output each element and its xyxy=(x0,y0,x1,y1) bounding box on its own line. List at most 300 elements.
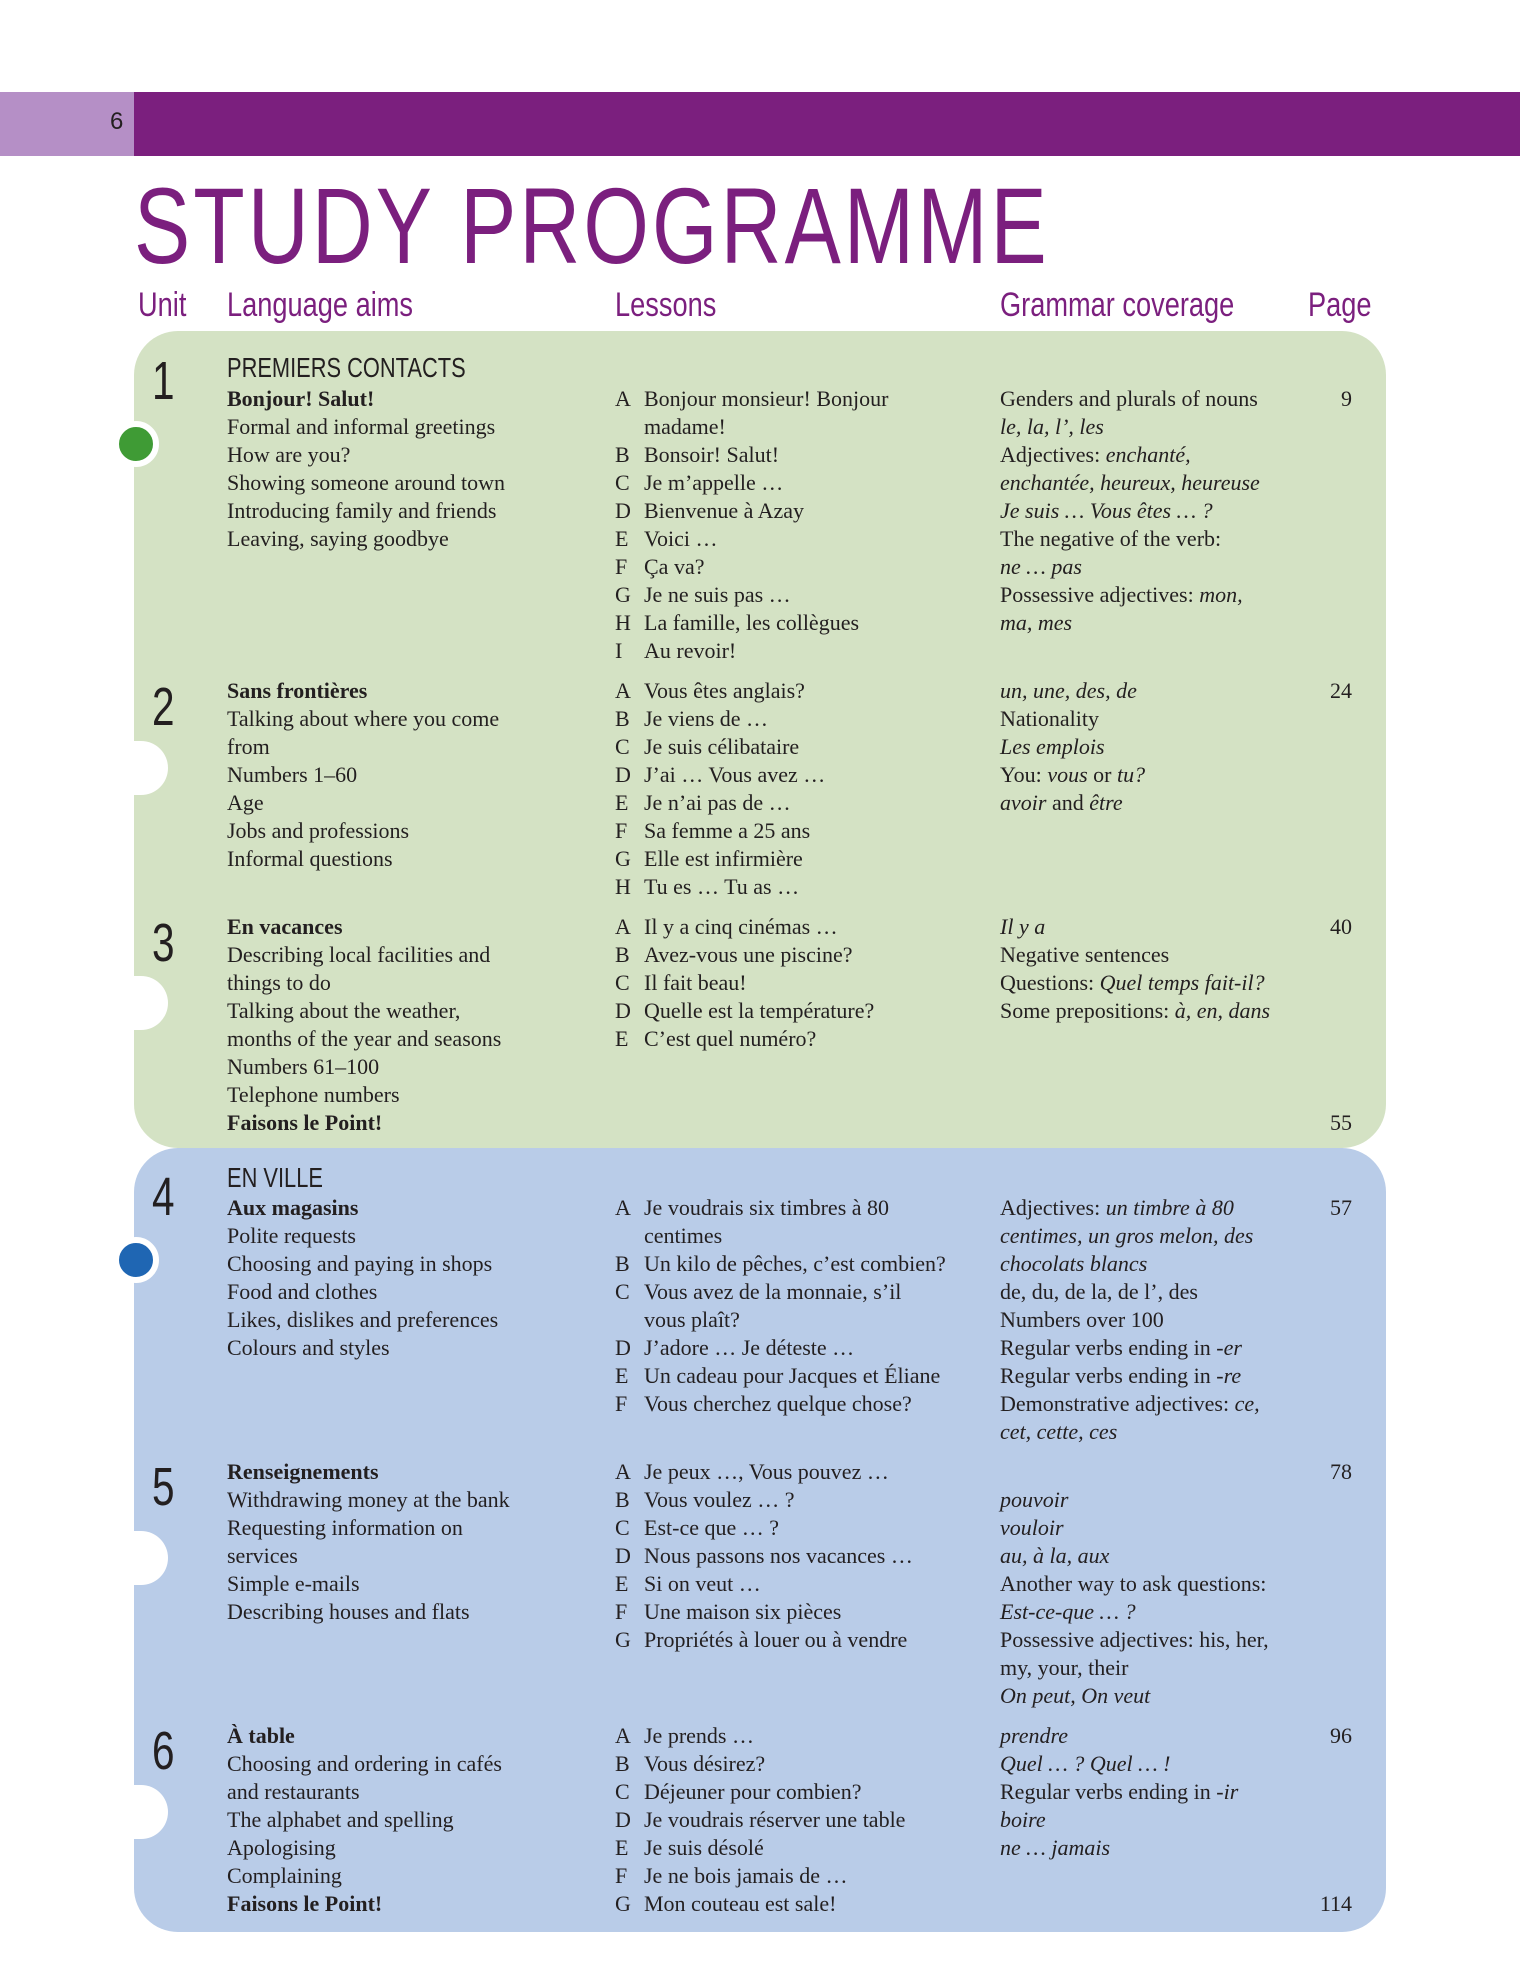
section-title: EN VILLE xyxy=(227,1162,323,1193)
aim-item: Colours and styles xyxy=(227,1335,390,1360)
grammar-text: Genders and plurals of nouns xyxy=(1000,386,1258,411)
grammar-text: and xyxy=(1046,790,1090,815)
lesson-letter: D xyxy=(615,998,631,1023)
unit-5-grammar xyxy=(1000,1458,1269,1710)
grammar-emph: On peut, On veut xyxy=(1000,1683,1151,1708)
lesson-text: Il y a cinq cinémas … xyxy=(644,914,838,939)
unit-4-lessons xyxy=(615,1194,946,1418)
lesson-item xyxy=(615,1250,946,1278)
grammar-item xyxy=(1000,1250,1260,1278)
grammar-item xyxy=(1000,609,1260,637)
lesson-letter: C xyxy=(615,970,630,995)
grammar-emph: boire xyxy=(1000,1807,1046,1832)
lesson-item xyxy=(615,1890,905,1918)
unit-number: 6 xyxy=(152,1721,175,1781)
grammar-emph: mon, xyxy=(1199,582,1243,607)
lesson-letter: C xyxy=(615,1779,630,1804)
lesson-letter: A xyxy=(615,678,631,703)
aim-item: Polite requests xyxy=(227,1223,356,1248)
lesson-text: Bienvenue à Azay xyxy=(644,498,805,523)
lesson-text: Sa femme a 25 ans xyxy=(644,818,811,843)
aim-item: How are you? xyxy=(227,442,351,467)
lesson-text: Je viens de … xyxy=(644,706,769,731)
grammar-item xyxy=(1000,525,1260,553)
aim-item: and restaurants xyxy=(227,1779,360,1804)
unit-5-lessons xyxy=(615,1458,913,1654)
lesson-text: Vous cherchez quelque chose? xyxy=(644,1391,912,1416)
grammar-item xyxy=(1000,385,1260,413)
lesson-text: Je suis célibataire xyxy=(644,734,800,759)
unit-6-grammar xyxy=(1000,1722,1238,1862)
lesson-item xyxy=(615,761,825,789)
aim-item: Talking about where you come xyxy=(227,706,500,731)
lesson-letter: A xyxy=(615,914,631,939)
col-head-page: Page xyxy=(1308,286,1372,324)
lesson-text: Si on veut … xyxy=(644,1571,761,1596)
grammar-item xyxy=(1000,1334,1260,1362)
aim-item: Informal questions xyxy=(227,846,393,871)
aim-item: Describing houses and flats xyxy=(227,1599,470,1624)
grammar-item xyxy=(1000,1458,1269,1486)
lesson-text: Bonjour monsieur! Bonjour xyxy=(644,386,889,411)
lesson-letter: I xyxy=(615,638,623,663)
lesson-text: Vous êtes anglais? xyxy=(644,678,805,703)
grammar-emph: le, la, l’, les xyxy=(1000,414,1104,439)
lesson-text: Avez-vous une piscine? xyxy=(644,942,853,967)
lesson-item xyxy=(615,677,825,705)
unit-5-page: 78 xyxy=(1330,1459,1352,1484)
unit-1-aims xyxy=(227,385,505,553)
lesson-letter: F xyxy=(615,1863,628,1888)
lesson-letter: D xyxy=(615,1807,631,1832)
grammar-emph: Quel temps fait-il? xyxy=(1099,970,1265,995)
lesson-text: Une maison six pièces xyxy=(644,1599,842,1624)
grammar-item xyxy=(1000,1834,1238,1862)
lesson-letter: C xyxy=(615,1515,630,1540)
aim-item: Likes, dislikes and preferences xyxy=(227,1307,499,1332)
lesson-item xyxy=(615,969,874,997)
lesson-item xyxy=(615,733,825,761)
aim-item: Complaining xyxy=(227,1863,342,1888)
lesson-text: Je ne bois jamais de … xyxy=(644,1863,848,1888)
lesson-letter: B xyxy=(615,1251,630,1276)
lesson-letter: H xyxy=(615,874,631,899)
grammar-emph: Quel … ? Quel … ! xyxy=(1000,1751,1171,1776)
lesson-letter: A xyxy=(615,1459,631,1484)
lesson-item xyxy=(615,913,874,941)
grammar-item xyxy=(1000,1626,1269,1654)
lesson-letter: B xyxy=(615,942,630,967)
lesson-text: centimes xyxy=(644,1223,723,1248)
grammar-item xyxy=(1000,413,1260,441)
grammar-emph: à, en, dans xyxy=(1174,998,1271,1023)
lesson-letter: A xyxy=(615,1723,631,1748)
aim-item: Jobs and professions xyxy=(227,818,410,843)
lesson-item xyxy=(615,705,825,733)
unit-4-aims xyxy=(227,1194,498,1362)
aim-item: Numbers 1–60 xyxy=(227,762,358,787)
lesson-letter: D xyxy=(615,1335,631,1360)
aim-item: Apologising xyxy=(227,1835,336,1860)
unit-title: Renseignements xyxy=(227,1459,379,1484)
grammar-emph: ne … pas xyxy=(1000,554,1082,579)
lesson-letter: B xyxy=(615,1487,630,1512)
lesson-item xyxy=(615,1486,913,1514)
lesson-letter: B xyxy=(615,442,630,467)
lesson-text: Vous voulez … ? xyxy=(644,1487,795,1512)
lesson-item xyxy=(615,1362,946,1390)
grammar-emph: centimes, un gros melon, des xyxy=(1000,1223,1254,1248)
grammar-text: Negative sentences xyxy=(1000,942,1170,967)
grammar-emph: Les emplois xyxy=(1000,734,1105,759)
grammar-emph: Je suis … Vous êtes … ? xyxy=(1000,498,1213,523)
lesson-letter: E xyxy=(615,1571,629,1596)
lesson-item xyxy=(615,441,888,469)
lesson-text: Je prends … xyxy=(644,1723,754,1748)
lesson-text: Il fait beau! xyxy=(644,970,747,995)
lesson-item xyxy=(615,497,888,525)
unit-1-grammar xyxy=(1000,385,1260,637)
grammar-emph: un timbre à 80 xyxy=(1105,1195,1234,1220)
grammar-text: Nationality xyxy=(1000,706,1099,731)
grammar-text: Some prepositions: xyxy=(1000,998,1175,1023)
grammar-text: de, du, de la, de l’, des xyxy=(1000,1279,1198,1304)
col-head-unit: Unit xyxy=(138,286,187,324)
lesson-letter: F xyxy=(615,554,628,579)
unit-number: 4 xyxy=(152,1167,175,1227)
lesson-letter: G xyxy=(615,1627,631,1652)
lesson-item xyxy=(615,1514,913,1542)
unit-number: 1 xyxy=(152,351,175,411)
unit-6-aims xyxy=(227,1722,502,1918)
lesson-text: J’ai … Vous avez … xyxy=(644,762,826,787)
lesson-text: Je peux …, Vous pouvez … xyxy=(644,1459,889,1484)
grammar-emph: enchanté, xyxy=(1105,442,1191,467)
section-title: PREMIERS CONTACTS xyxy=(227,352,466,383)
unit-6-review-page: 114 xyxy=(1319,1891,1352,1916)
lesson-letter: D xyxy=(615,498,631,523)
unit-5-aims xyxy=(227,1458,510,1626)
grammar-item xyxy=(1000,1514,1269,1542)
grammar-text: Demonstrative adjectives: xyxy=(1000,1391,1235,1416)
lesson-letter: E xyxy=(615,526,629,551)
lesson-text: Propriétés à louer ou à vendre xyxy=(644,1627,908,1652)
grammar-emph: prendre xyxy=(1000,1723,1069,1748)
lesson-item xyxy=(615,1194,946,1222)
grammar-item xyxy=(1000,1486,1269,1514)
unit-6-lessons xyxy=(615,1722,905,1918)
grammar-text: Regular verbs ending in xyxy=(1000,1779,1217,1804)
lesson-text: J’adore … Je déteste … xyxy=(644,1335,855,1360)
unit-title: En vacances xyxy=(227,914,343,939)
grammar-emph: avoir xyxy=(1000,790,1047,815)
lesson-letter: F xyxy=(615,1599,628,1624)
grammar-item xyxy=(1000,1654,1269,1682)
grammar-item xyxy=(1000,441,1260,469)
lesson-item xyxy=(615,1750,905,1778)
unit-title: Sans frontières xyxy=(227,678,368,703)
page-title: STUDY PROGRAMME xyxy=(134,165,1050,286)
lesson-item xyxy=(615,789,825,817)
grammar-item xyxy=(1000,997,1270,1025)
grammar-emph: tu? xyxy=(1116,762,1146,787)
grammar-text: my, your, their xyxy=(1000,1655,1129,1680)
aim-item: Formal and informal greetings xyxy=(227,414,496,439)
lesson-letter: G xyxy=(615,846,631,871)
grammar-item xyxy=(1000,1306,1260,1334)
lesson-item xyxy=(615,845,825,873)
lesson-item xyxy=(615,1458,913,1486)
lesson-text: Mon couteau est sale! xyxy=(644,1891,837,1916)
grammar-emph: -ir xyxy=(1216,1779,1239,1804)
grammar-emph: chocolats blancs xyxy=(1000,1251,1148,1276)
lesson-text: C’est quel numéro? xyxy=(644,1026,817,1051)
grammar-item xyxy=(1000,1722,1238,1750)
lesson-text: Bonsoir! Salut! xyxy=(644,442,780,467)
lesson-item xyxy=(615,1306,946,1334)
grammar-emph: enchantée, heureux, heureuse xyxy=(1000,470,1260,495)
lesson-letter: H xyxy=(615,610,631,635)
grammar-emph: Il y a xyxy=(1000,914,1046,939)
lesson-text: Je suis désolé xyxy=(644,1835,764,1860)
lesson-item xyxy=(615,1542,913,1570)
grammar-text: Possessive adjectives: his, her, xyxy=(1000,1627,1269,1652)
lesson-item xyxy=(615,1626,913,1654)
review-label: Faisons le Point! xyxy=(227,1110,383,1135)
lesson-item xyxy=(615,525,888,553)
lesson-text: La famille, les collègues xyxy=(644,610,860,635)
lesson-item xyxy=(615,1334,946,1362)
page-number: 6 xyxy=(110,108,124,135)
aim-item: months of the year and seasons xyxy=(227,1026,502,1051)
lesson-item xyxy=(615,997,874,1025)
col-head-grammar: Grammar coverage xyxy=(1000,286,1235,324)
unit-1-page: 9 xyxy=(1341,386,1352,411)
aim-item: Talking about the weather, xyxy=(227,998,461,1023)
grammar-text: Questions: xyxy=(1000,970,1100,995)
grammar-item xyxy=(1000,761,1145,789)
aim-item: Leaving, saying goodbye xyxy=(227,526,449,551)
aim-item: Choosing and paying in shops xyxy=(227,1251,493,1276)
lesson-text: Je n’ai pas de … xyxy=(644,790,791,815)
grammar-emph: vous xyxy=(1047,762,1088,787)
lesson-text: Un kilo de pêches, c’est combien? xyxy=(644,1251,946,1276)
unit-number: 2 xyxy=(152,677,175,737)
grammar-text: The negative of the verb: xyxy=(1000,526,1222,551)
grammar-item xyxy=(1000,1570,1269,1598)
lesson-text: Je ne suis pas … xyxy=(644,582,791,607)
aim-item: Food and clothes xyxy=(227,1279,378,1304)
unit-6-page: 96 xyxy=(1330,1723,1352,1748)
grammar-item xyxy=(1000,1390,1260,1418)
grammar-text: Regular verbs ending in xyxy=(1000,1363,1217,1388)
unit-2-aims xyxy=(227,677,499,873)
lesson-item xyxy=(615,385,888,413)
unit-3-aims xyxy=(227,913,501,1137)
unit-4-grammar xyxy=(1000,1194,1260,1446)
lesson-item xyxy=(615,1222,946,1250)
grammar-emph: ma, mes xyxy=(1000,610,1073,635)
aim-item: Age xyxy=(227,790,264,815)
grammar-text: Possessive adjectives: xyxy=(1000,582,1200,607)
grammar-item xyxy=(1000,1362,1260,1390)
lesson-text: Vous avez de la monnaie, s’il xyxy=(644,1279,902,1304)
lesson-letter: C xyxy=(615,470,630,495)
lesson-item xyxy=(615,1806,905,1834)
lesson-item xyxy=(615,1722,905,1750)
lesson-item xyxy=(615,609,888,637)
grammar-item xyxy=(1000,1278,1260,1306)
grammar-emph: au, à la, aux xyxy=(1000,1543,1110,1568)
lesson-text: vous plaît? xyxy=(644,1307,740,1332)
lesson-text: Elle est infirmière xyxy=(644,846,803,871)
aim-item: Requesting information on xyxy=(227,1515,463,1540)
lesson-item xyxy=(615,637,888,665)
grammar-item xyxy=(1000,1750,1238,1778)
review-label: Faisons le Point! xyxy=(227,1891,383,1916)
grammar-item xyxy=(1000,1194,1260,1222)
grammar-item xyxy=(1000,913,1270,941)
grammar-item xyxy=(1000,469,1260,497)
lesson-item xyxy=(615,581,888,609)
green-dot-icon xyxy=(113,421,159,467)
unit-3-grammar xyxy=(1000,913,1270,1025)
grammar-item xyxy=(1000,677,1145,705)
lesson-text: Au revoir! xyxy=(644,638,737,663)
grammar-text: Adjectives: xyxy=(1000,1195,1106,1220)
unit-3-review-page: 55 xyxy=(1330,1110,1352,1135)
col-head-lessons: Lessons xyxy=(615,286,717,324)
grammar-item xyxy=(1000,553,1260,581)
lesson-item xyxy=(615,817,825,845)
lesson-letter: F xyxy=(615,818,628,843)
grammar-text: Another way to ask questions: xyxy=(1000,1571,1267,1596)
aim-item: The alphabet and spelling xyxy=(227,1807,454,1832)
lesson-item xyxy=(615,1570,913,1598)
lesson-text: Voici … xyxy=(644,526,718,551)
unit-title: Bonjour! Salut! xyxy=(227,386,375,411)
unit-4-page: 57 xyxy=(1330,1195,1352,1220)
aim-item: Describing local facilities and xyxy=(227,942,491,967)
lesson-letter: D xyxy=(615,762,631,787)
lesson-text: Vous désirez? xyxy=(644,1751,766,1776)
lesson-item xyxy=(615,1598,913,1626)
grammar-item xyxy=(1000,1682,1269,1710)
lesson-letter: E xyxy=(615,790,629,815)
lesson-text: Je voudrais six timbres à 80 xyxy=(644,1195,890,1220)
grammar-emph: cet, cette, ces xyxy=(1000,1419,1118,1444)
grammar-item xyxy=(1000,733,1145,761)
blue-dot-icon xyxy=(113,1237,159,1283)
unit-3-lessons xyxy=(615,913,874,1053)
lesson-item xyxy=(615,1778,905,1806)
lesson-letter: D xyxy=(615,1543,631,1568)
lesson-item xyxy=(615,1278,946,1306)
grammar-emph: ce, xyxy=(1234,1391,1260,1416)
lesson-item xyxy=(615,1862,905,1890)
lesson-text: Déjeuner pour combien? xyxy=(644,1779,862,1804)
lesson-item xyxy=(615,553,888,581)
lesson-text: Nous passons nos vacances … xyxy=(644,1543,913,1568)
grammar-emph: Est-ce-que … ? xyxy=(1000,1599,1136,1624)
lesson-text: Un cadeau pour Jacques et Éliane xyxy=(644,1363,941,1388)
lesson-letter: E xyxy=(615,1363,629,1388)
unit-2-grammar xyxy=(1000,677,1145,817)
lesson-text: Tu es … Tu as … xyxy=(644,874,800,899)
grammar-item xyxy=(1000,969,1270,997)
lesson-item xyxy=(615,469,888,497)
aim-item: Withdrawing money at the bank xyxy=(227,1487,510,1512)
lesson-item xyxy=(615,941,874,969)
grammar-item xyxy=(1000,1598,1269,1626)
lesson-letter: B xyxy=(615,706,630,731)
grammar-item xyxy=(1000,1418,1260,1446)
grammar-text: Numbers over 100 xyxy=(1000,1307,1164,1332)
grammar-emph: pouvoir xyxy=(1000,1487,1069,1512)
lesson-text: Je m’appelle … xyxy=(644,470,784,495)
col-head-language-aims: Language aims xyxy=(227,286,414,324)
grammar-item xyxy=(1000,789,1145,817)
lesson-item xyxy=(615,1834,905,1862)
unit-title: Aux magasins xyxy=(227,1195,359,1220)
lesson-letter: E xyxy=(615,1835,629,1860)
aim-item: from xyxy=(227,734,270,759)
grammar-text: You: xyxy=(1000,762,1048,787)
aim-item: Telephone numbers xyxy=(227,1082,400,1107)
unit-number: 3 xyxy=(152,913,175,973)
lesson-text: Est-ce que … ? xyxy=(644,1515,779,1540)
grammar-item xyxy=(1000,1806,1238,1834)
lesson-letter: A xyxy=(615,386,631,411)
aim-item: Showing someone around town xyxy=(227,470,506,495)
lesson-letter: C xyxy=(615,734,630,759)
aim-item: services xyxy=(227,1543,298,1568)
grammar-emph: -re xyxy=(1216,1363,1242,1388)
grammar-item xyxy=(1000,941,1270,969)
lesson-letter: C xyxy=(615,1279,630,1304)
grammar-emph: vouloir xyxy=(1000,1515,1064,1540)
lesson-letter: G xyxy=(615,1891,631,1916)
grammar-item xyxy=(1000,497,1260,525)
grammar-text: Adjectives: xyxy=(1000,442,1106,467)
lesson-text: Quelle est la température? xyxy=(644,998,875,1023)
grammar-emph: -er xyxy=(1216,1335,1242,1360)
lesson-item xyxy=(615,1025,874,1053)
header-bar xyxy=(134,92,1520,156)
grammar-emph: un, une, des, de xyxy=(1000,678,1137,703)
aim-item: Numbers 61–100 xyxy=(227,1054,380,1079)
lesson-letter: A xyxy=(615,1195,631,1220)
lesson-text: Je voudrais réserver une table xyxy=(644,1807,906,1832)
lesson-letter: G xyxy=(615,582,631,607)
aim-item: Choosing and ordering in cafés xyxy=(227,1751,502,1776)
unit-1-lessons xyxy=(615,385,888,665)
grammar-item xyxy=(1000,581,1260,609)
aim-item: Introducing family and friends xyxy=(227,498,497,523)
grammar-emph: être xyxy=(1089,790,1123,815)
unit-number: 5 xyxy=(152,1457,175,1517)
lesson-letter: F xyxy=(615,1391,628,1416)
aim-item: Simple e-mails xyxy=(227,1571,360,1596)
lesson-text: madame! xyxy=(644,414,726,439)
lesson-item xyxy=(615,1390,946,1418)
unit-title: À table xyxy=(227,1723,295,1748)
unit-3-page: 40 xyxy=(1330,914,1352,939)
grammar-text: Regular verbs ending in xyxy=(1000,1335,1217,1360)
unit-2-page: 24 xyxy=(1330,678,1352,703)
grammar-item xyxy=(1000,705,1145,733)
lesson-letter: E xyxy=(615,1026,629,1051)
